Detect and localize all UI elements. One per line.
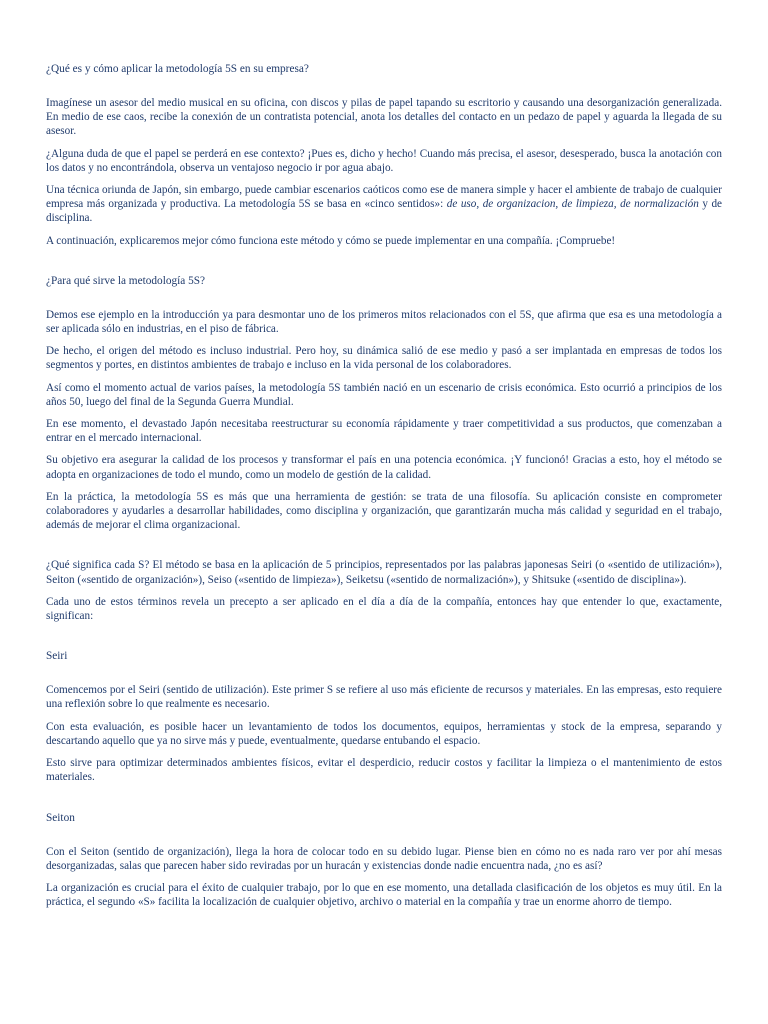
paragraph: En la práctica, la metodología 5S es más que una herramienta de gestión: se trata de una filosofía. Su aplicación consiste en comprometer colaboradores y ayudarles a desarrollar habilidades, como disciplina y organización, que garantizarán mucha más calidad y seguridad en el trabajo, además de mejorar el clima organizacional. bbox=[46, 490, 722, 532]
spacer bbox=[46, 540, 722, 558]
paragraph: La organización es crucial para el éxito de cualquier trabajo, por lo que en ese momento, una detallada clasificación de los objetos es muy útil. En la práctica, el segundo «S» facilita la localización de cualquier objetivo, archivo o material en la compañía y trae un enorme ahorro de tiempo. bbox=[46, 881, 722, 909]
paragraph: ¿Qué significa cada S? El método se basa en la aplicación de 5 principios, representados por las palabras japonesas Seiri (o «sentido de utilización»), Seiton («sentido de organización»), Seiso («sentido de limpieza»), Seiketsu («sentido de normalización»), y Shitsuke («sentido de disciplina»). bbox=[46, 559, 722, 586]
spacer bbox=[46, 826, 722, 845]
paragraph: A continuación, explicaremos mejor cómo funciona este método y cómo se puede implementar en una compañía. ¡Compruebe! bbox=[46, 234, 616, 247]
spacer bbox=[46, 256, 722, 274]
spacer bbox=[46, 631, 722, 649]
text-span: Una técnica oriunda de Japón, sin embargo, puede cambiar escenarios caóticos como ese de manera simple y hacer el ambiente de trabajo de cualquier empresa más organizada y productiva. La metodología 5S se basa en «cinco sentidos»: bbox=[46, 184, 722, 211]
text-span: y de disciplina. bbox=[46, 198, 723, 225]
spacer bbox=[46, 793, 722, 811]
spacer bbox=[46, 289, 722, 308]
paragraph bbox=[46, 183, 722, 226]
spacer bbox=[46, 77, 722, 96]
section-heading: Seiri bbox=[46, 650, 68, 663]
paragraph: En ese momento, el devastado Japón necesitaba reestructurar su economía rápidamente y traer competitividad a sus productos, que comenzaban a entrar en el mercado internacional. bbox=[46, 418, 722, 445]
paragraph: Su objetivo era asegurar la calidad de los procesos y transformar el país en una potencia económica. ¡Y funcionó! Gracias a esto, hoy el método se adopta en organizaciones de todo el mundo, como un modelo de gestión de la calidad. bbox=[46, 454, 722, 481]
section-heading: ¿Para qué sirve la metodología 5S? bbox=[46, 274, 206, 287]
paragraph: ¿Alguna duda de que el papel se perderá en ese contexto? ¡Pues es, dicho y hecho! Cuando más precisa, el asesor, desesperado, busca la anotación con los datos y no encontrándola, observa un ventajoso negocio ir por agua abajo. bbox=[46, 147, 722, 174]
spacer bbox=[46, 664, 722, 683]
section-heading: Seiton bbox=[46, 811, 75, 824]
paragraph: Imagínese un asesor del medio musical en su oficina, con discos y pilas de papel tapando su escritorio y causando una desorganización generalizada. En medio de ese caos, recibe la conexión de un contratista potencial, anota los detalles del contacto en un pedazo de papel y aguarda la llegada de su asesor. bbox=[46, 97, 722, 138]
paragraph: Con el Seiton (sentido de organización), llega la hora de colocar todo en su debido lugar. Piense bien en cómo no es nada raro ver por ahí mesas desorganizadas, salas que parecen haber sido reviradas por un huracán y existencias donde nadie encuentra nada, ¿no es así? bbox=[46, 845, 722, 872]
paragraph: Con esta evaluación, es posible hacer un levantamiento de todos los documentos, equipos, herramientas y stock de la empresa, separando y descartando aquello que ya no sirve más y puede, eventualmente, quedarse entubando el espacio. bbox=[46, 720, 722, 747]
paragraph: Comencemos por el Seiri (sentido de utilización). Este primer S se refiere al uso más eficiente de recursos y materiales. En las empresas, esto requiere una reflexión sobre lo que realmente es necesario. bbox=[46, 684, 722, 711]
paragraph: Cada uno de estos términos revela un precepto a ser aplicado en el día a día de la compañía, entonces hay que entender lo que, exactamente, significan: bbox=[46, 595, 722, 623]
paragraph: Demos ese ejemplo en la introducción ya para desmontar uno de los primeros mitos relacionados con el 5S, que afirma que esa es una metodología a ser aplicada sólo en industrias, en el piso de fábrica. bbox=[46, 308, 722, 336]
section-heading: ¿Qué es y cómo aplicar la metodología 5S en su empresa? bbox=[46, 63, 309, 75]
paragraph: De hecho, el origen del método es incluso industrial. Pero hoy, su dinámica salió de ese medio y pasó a ser implantada en empresas de todos los segmentos y portes, en distintos ambientes de trabajo e incluso en la vida personal de los colaboradores. bbox=[46, 345, 722, 372]
paragraph: Así como el momento actual de varios países, la metodología 5S también nació en un escenario de crisis económica. Esto ocurrió a principios de los años 50, luego del final de la Segunda Guerra Mundial. bbox=[46, 381, 722, 408]
italic-text: de uso, de organizacion, de limpieza, de normalización bbox=[446, 198, 699, 211]
paragraph: Esto sirve para optimizar determinados ambientes físicos, evitar el desperdicio, reducir costos y facilitar la limpieza o el mantenimiento de estos materiales. bbox=[46, 757, 722, 784]
